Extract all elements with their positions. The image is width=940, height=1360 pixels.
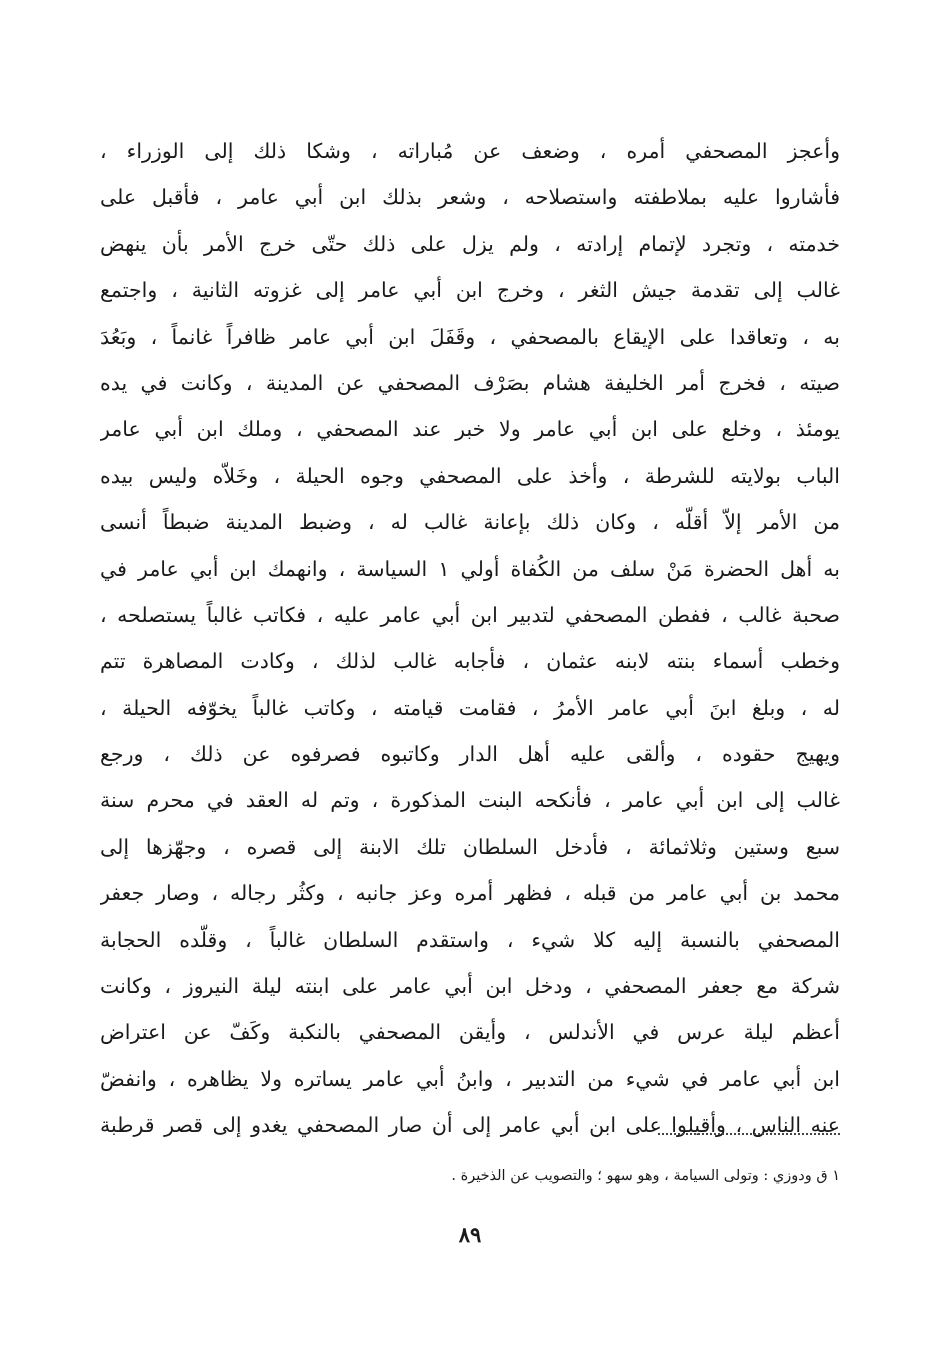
text-line: المصحفي بالنسبة إليه كلا شيء ، واستقدم السلطان غالباً ، وقلّده الحجابة <box>100 927 840 952</box>
footnote: ١ ق ودوزي : وتولى السيامة ، وهو سهو ؛ والتصويب عن الذخيرة . <box>451 1168 840 1184</box>
text-line: خدمته ، وتجرد لإتمام إرادته ، ولم يزل على ذلك حتّى خرج الأمر بأن ينهض <box>100 231 840 256</box>
text-line: عنه الناس ، وأقبلوا على ابن أبي عامر إلى أن صار المصحفي يغدو إلى قصر قرطبة <box>100 1113 840 1138</box>
text-line: فأشاروا عليه بملاطفته واستصلاحه ، وشعر بذلك ابن أبي عامر ، فأقبل على <box>100 185 840 210</box>
text-line: الباب بولايته للشرطة ، وأخذ على المصحفي وجوه الحيلة ، وخَلاّه وليس بيده <box>100 463 840 488</box>
text-line: ابن أبي عامر في شيء من التدبير ، وابنُ أبي عامر يساتره ولا يظاهره ، وانفضّ <box>100 1066 840 1091</box>
text-line: ويهيج حقوده ، وألقى عليه أهل الدار وكاتبوه فصرفوه عن ذلك ، ورجع <box>100 742 840 767</box>
text-line: له ، وبلغ ابنَ أبي عامر الأمرُ ، فقامت قيامته ، وكاتب غالباً يخوّفه الحيلة ، <box>100 695 840 720</box>
text-line: يومئذ ، وخلع على ابن أبي عامر ولا خبر عند المصحفي ، وملك ابن أبي عامر <box>100 417 840 442</box>
text-line: صحبة غالب ، ففطن المصحفي لتدبير ابن أبي عامر عليه ، فكاتب غالباً يستصلحه ، <box>100 602 840 627</box>
footnote-separator <box>658 1133 840 1135</box>
text-line: من الأمر إلاّ أقلّه ، وكان ذلك بإعانة غالب له ، وضبط المدينة ضبطاً أنسى <box>100 510 840 535</box>
text-line: سبع وستين وثلاثمائة ، فأدخل السلطان تلك الابنة إلى قصره ، وجهّزها إلى <box>100 834 840 859</box>
main-text-block <box>100 128 840 1149</box>
text-line: صيته ، فخرج أمر الخليفة هشام بصَرْف المصحفي عن المدينة ، وكانت في يده <box>100 370 840 395</box>
text-line: محمد بن أبي عامر من قبله ، فظهر أمره وعز جانبه ، وكثُر رجاله ، وصار جعفر <box>100 881 840 906</box>
text-line: به أهل الحضرة مَنْ سلف من الكُفاة أولي ١ السياسة ، وانهمك ابن أبي عامر في <box>100 556 840 581</box>
text-line: أعظم ليلة عرس في الأندلس ، وأيقن المصحفي بالنكبة وكَفّ عن اعتراض <box>100 1020 840 1045</box>
text-line: غالب إلى ابن أبي عامر ، فأنكحه البنت المذكورة ، وتم له العقد في محرم سنة <box>100 788 840 813</box>
text-line: به ، وتعاقدا على الإيقاع بالمصحفي ، وقَفَلَ ابن أبي عامر ظافراً غانماً ، وبَعُدَ <box>100 324 840 349</box>
text-line: وخطب أسماء بنته لابنه عثمان ، فأجابه غالب لذلك ، وكادت المصاهرة تتم <box>100 649 840 674</box>
text-line: وأعجز المصحفي أمره ، وضعف عن مُباراته ، وشكا ذلك إلى الوزراء ، <box>100 139 840 163</box>
text-line: غالب إلى تقدمة جيش الثغر ، وخرج ابن أبي عامر إلى غزوته الثانية ، واجتمع <box>100 278 840 303</box>
page-number: ٨٩ <box>458 1222 482 1247</box>
text-line: شركة مع جعفر المصحفي ، ودخل ابن أبي عامر على ابنته ليلة النيروز ، وكانت <box>100 974 840 999</box>
